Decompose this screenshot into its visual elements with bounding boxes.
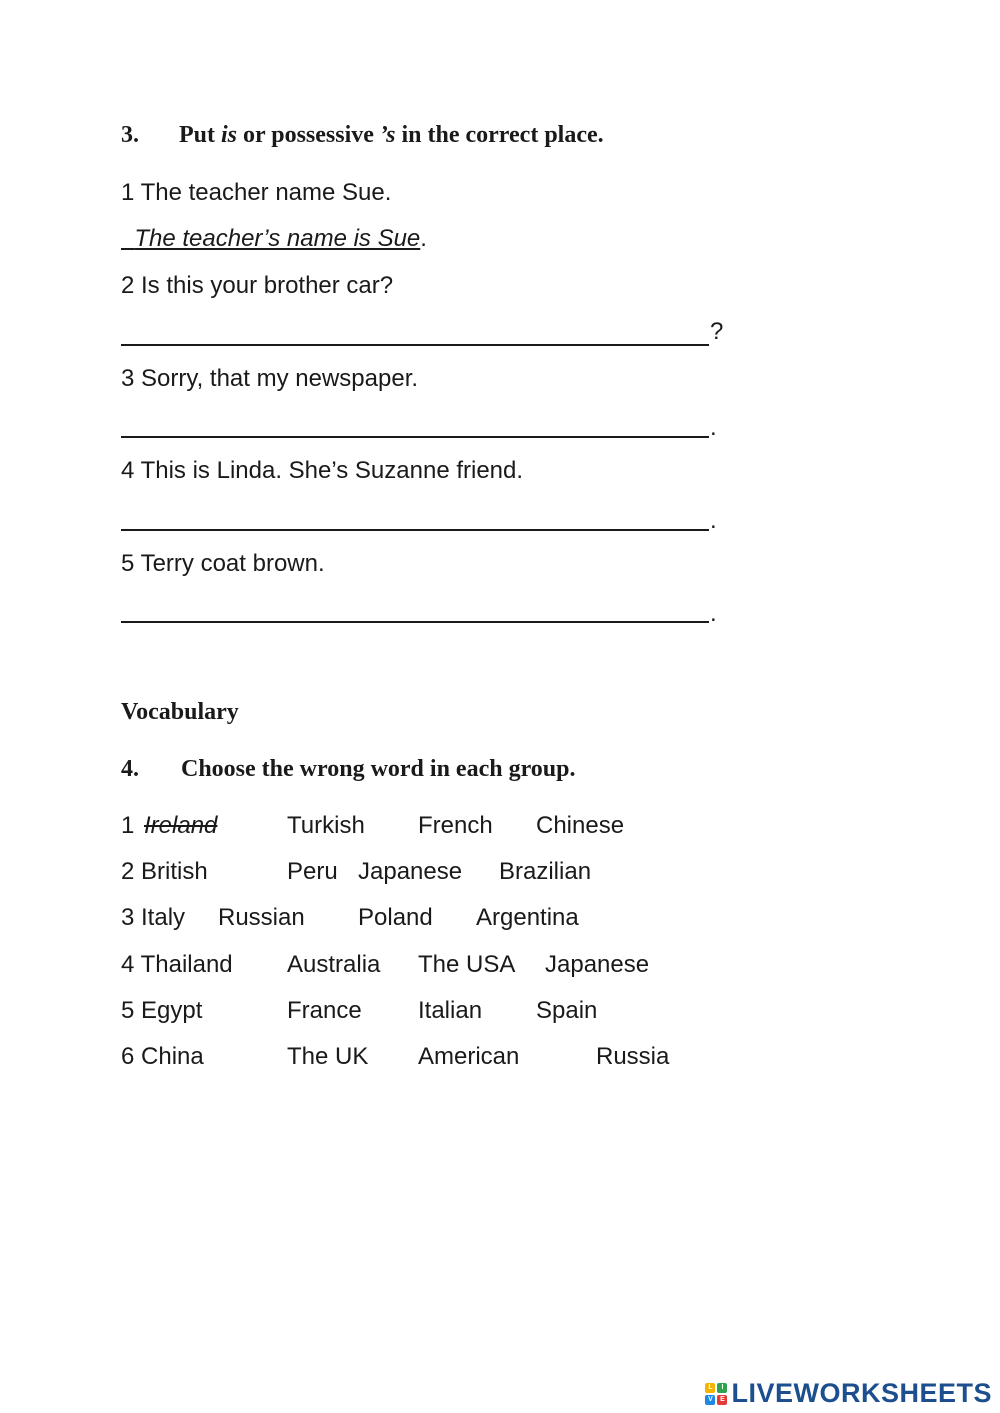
word-option[interactable]: Russian — [218, 904, 305, 931]
word-option[interactable]: Chinese — [536, 812, 625, 839]
example-answer — [121, 225, 427, 253]
row-label[interactable]: 4 Thailand — [121, 951, 233, 978]
vocabulary-heading: Vocabulary — [121, 699, 239, 725]
brand-name: LIVEWORKSHEETS — [731, 1378, 992, 1408]
section-number: 4. — [121, 756, 139, 782]
section-4-heading — [121, 756, 575, 783]
word-option[interactable]: Poland — [358, 904, 433, 931]
logo-letter: I — [717, 1383, 727, 1393]
word-option[interactable]: Argentina — [476, 904, 579, 931]
section-number: 3. — [121, 122, 139, 148]
answer-end: . — [710, 600, 717, 627]
liveworksheets-logo — [705, 1378, 992, 1409]
title-part-possessive: ’s — [379, 122, 396, 148]
answer-line[interactable] — [121, 344, 709, 346]
word-option[interactable]: Peru — [287, 858, 338, 885]
logo-letter: L — [705, 1383, 715, 1393]
answer-line[interactable] — [121, 621, 709, 623]
row-label[interactable]: 3 Italy — [121, 904, 186, 931]
exercise-prompt: 2 Is this your brother car? — [121, 272, 394, 299]
answer-end: . — [420, 225, 427, 252]
logo-letter: E — [717, 1395, 727, 1405]
struck-word[interactable]: Ireland — [144, 812, 218, 839]
word-option[interactable]: Japanese — [545, 951, 650, 978]
title-part: or possessive — [237, 122, 380, 148]
word-option[interactable]: The USA — [418, 951, 516, 978]
exercise-prompt: 5 Terry coat brown. — [121, 550, 325, 577]
word-option[interactable]: Spain — [536, 997, 598, 1024]
exercise-prompt: 3 Sorry, that my newspaper. — [121, 365, 419, 392]
answer-end: . — [710, 414, 717, 441]
word-option[interactable]: Russia — [596, 1043, 670, 1070]
word-option[interactable]: The UK — [287, 1043, 369, 1070]
answer-line[interactable] — [121, 529, 709, 531]
word-option[interactable]: Japanese — [358, 858, 463, 885]
exercise-prompt: 1 The teacher name Sue. — [121, 179, 392, 206]
answer-end: . — [710, 507, 717, 534]
exercise-prompt: 4 This is Linda. She’s Suzanne friend. — [121, 457, 524, 484]
word-option[interactable]: Brazilian — [499, 858, 592, 885]
word-option[interactable]: France — [287, 997, 362, 1024]
title-part: in the correct place. — [395, 122, 604, 148]
example-answer-text: The teacher’s name is Sue — [134, 225, 421, 252]
title-part-is: is — [221, 122, 238, 148]
answer-end: ? — [710, 318, 724, 345]
title-part: Put — [179, 122, 221, 148]
logo-mark-icon — [705, 1383, 727, 1405]
word-option[interactable]: Australia — [287, 951, 381, 978]
row-label: 1 — [121, 812, 135, 839]
word-option[interactable]: American — [418, 1043, 520, 1070]
section-3-heading — [121, 122, 604, 149]
row-label[interactable]: 2 British — [121, 858, 208, 885]
word-option[interactable]: Italian — [418, 997, 483, 1024]
row-label[interactable]: 5 Egypt — [121, 997, 203, 1024]
row-label[interactable]: 6 China — [121, 1043, 204, 1070]
word-option[interactable]: Turkish — [287, 812, 365, 839]
answer-line[interactable] — [121, 436, 709, 438]
logo-letter: V — [705, 1395, 715, 1405]
word-option[interactable]: French — [418, 812, 493, 839]
section-title: Choose the wrong word in each group. — [181, 756, 576, 782]
